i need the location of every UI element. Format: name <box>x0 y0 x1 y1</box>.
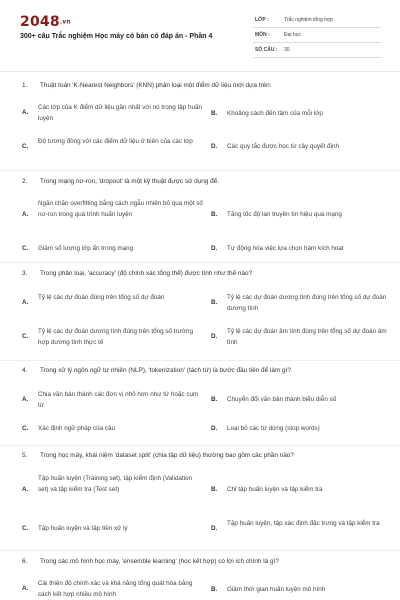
question-text: Trong các mô hình học máy, 'ensemble learning' (học kết hợp) có lợi ích chính là gì? <box>40 558 279 565</box>
option-letter: A. <box>22 486 29 493</box>
option-letter: B. <box>211 586 218 593</box>
option-letter: D. <box>211 425 218 432</box>
question-divider <box>0 170 400 171</box>
meta-key: MÔN : <box>255 32 270 38</box>
question-number: 4. <box>22 367 28 374</box>
option-letter: B. <box>211 486 218 493</box>
question-stem <box>22 270 382 277</box>
question-number: 1. <box>22 82 28 89</box>
option-letter: C. <box>22 245 29 252</box>
question-number: 3. <box>22 270 28 277</box>
option-text: Tập huấn luyện, tập xác định đặc trưng và tập kiểm tra <box>227 520 380 527</box>
meta-row-class <box>253 13 381 28</box>
option-d[interactable] <box>211 518 391 540</box>
question-stem <box>22 367 382 374</box>
meta-table <box>253 13 381 58</box>
option-letter: C. <box>22 525 29 532</box>
question-divider <box>0 262 400 263</box>
option-letter: A. <box>22 109 29 116</box>
option-letter: A. <box>22 299 29 306</box>
header-divider <box>0 71 400 72</box>
question-stem <box>22 452 382 459</box>
option-c[interactable] <box>22 326 212 348</box>
option-text: Tự động hóa việc lựa chọn hàm kích hoạt <box>227 245 344 252</box>
option-text: Tỷ lệ các dự đoán đúng trên tổng số dự đoán <box>38 294 165 301</box>
page-header <box>0 0 400 78</box>
option-letter: C. <box>22 143 29 150</box>
option-letter: D. <box>211 333 218 340</box>
meta-value: Trắc nghiệm tổng hợp <box>284 17 333 23</box>
question-stem <box>22 82 382 89</box>
option-text: Các quy tắc được học từ cây quyết định <box>227 143 339 150</box>
option-text: Độ tương đồng với các điểm dữ liệu ở biên của các lớp <box>38 138 193 145</box>
logo-text: 2048 <box>20 14 60 30</box>
option-letter: D. <box>211 143 218 150</box>
option-letter: B. <box>211 396 218 403</box>
option-letter: A. <box>22 585 29 592</box>
option-text: Tỷ lệ các dự đoán dương tính đúng trên tổng số trường hợp dương tính thực tế <box>38 328 193 346</box>
option-text: Ngăn chặn overfitting bằng cách ngẫu nhiên bỏ qua một số nơ-ron trong quá trình huấn luyện <box>38 200 203 218</box>
option-text: Chỉ tập huấn luyện và tập kiểm tra <box>227 486 323 493</box>
option-letter: C. <box>22 425 29 432</box>
option-text: Giảm thời gian huấn luyện mô hình <box>227 586 326 593</box>
option-letter: D. <box>211 525 218 532</box>
page-title: 300+ câu Trắc nghiệm Học máy có bản có đáp án - Phần 4 <box>20 33 213 40</box>
question-number: 6. <box>22 558 28 565</box>
question-divider <box>0 550 400 551</box>
option-letter: B. <box>211 299 218 306</box>
option-text: Cải thiện độ chính xác và khả năng tổng quát hóa bằng cách kết hợp nhiều mô hình <box>38 580 193 598</box>
question-text: Thuật toán 'K-Nearest Neighbors' (KNN) phân loại một điểm dữ liệu mới dựa trên: <box>40 82 272 89</box>
option-text: Các lớp của K điểm dữ liệu gần nhất với nó trong tập huấn luyện <box>38 104 203 122</box>
option-letter: B. <box>211 110 218 117</box>
option-text: Chuyển đổi văn bản thành biểu diễn số <box>227 396 337 403</box>
option-text: Tăng tốc độ lan truyền tín hiệu qua mạng <box>227 211 342 218</box>
option-letter: B. <box>211 211 218 218</box>
option-text: Tập huấn luyện (Training set), tập kiểm định (Validation set) và tập kiểm tra (Test set) <box>38 475 193 493</box>
meta-value: 30 <box>284 47 290 53</box>
meta-key: LỚP : <box>255 17 269 23</box>
option-b[interactable] <box>211 292 391 314</box>
option-text: Tỷ lệ các dự đoán dương tính đúng trên tổng số dự đoán dương tính <box>227 294 387 312</box>
question-divider <box>0 445 400 446</box>
option-d[interactable] <box>211 326 391 348</box>
option-text: Chia văn bản thành các đơn vị nhỏ hơn như từ hoặc cụm từ <box>38 391 199 409</box>
option-letter: A. <box>22 396 29 403</box>
question-text: Trong phân loại, 'accuracy' (độ chính xác tổng thể) được tính như thế nào? <box>40 270 253 277</box>
question-text: Trong xử lý ngôn ngữ tự nhiên (NLP), 'tokenization' (tách từ) là bước đầu tiên để làm gì? <box>40 367 291 374</box>
option-text: Tỷ lệ các dự đoán âm tính đúng trên tổng số dự đoán âm tính <box>227 328 387 346</box>
question-text: Trong học máy, khái niệm 'dataset split' (chia tập dữ liệu) thường bao gồm các phần nào? <box>40 452 294 459</box>
question-stem <box>22 178 382 185</box>
meta-value: Đại học <box>284 32 301 38</box>
option-letter: A. <box>22 211 29 218</box>
option-a[interactable] <box>22 473 212 506</box>
meta-row-subject <box>253 28 381 43</box>
question-number: 5. <box>22 452 28 459</box>
question-text: Trong mạng nơ-ron, 'dropout' là một kỹ thuật được sử dụng để: <box>40 178 219 185</box>
option-c[interactable] <box>22 136 212 158</box>
option-text: Khoảng cách đến tâm của mỗi lớp <box>227 110 323 117</box>
option-a[interactable] <box>22 292 212 314</box>
logo-suffix: .vn <box>59 18 71 26</box>
option-text: Tập huấn luyện và tập tiền xử lý <box>38 525 128 532</box>
question-stem <box>22 558 382 565</box>
question-divider <box>0 360 400 361</box>
option-a[interactable] <box>22 102 212 124</box>
option-text: Xác định ngữ pháp của câu <box>38 425 116 432</box>
option-a[interactable] <box>22 198 212 231</box>
option-a[interactable] <box>22 578 212 600</box>
option-letter: C. <box>22 333 29 340</box>
site-logo[interactable] <box>20 14 71 30</box>
meta-key: SỐ CÂU : <box>255 47 278 53</box>
question-number: 2. <box>22 178 28 185</box>
option-text: Giảm số lượng lớp ẩn trong mạng <box>38 245 134 252</box>
option-a[interactable] <box>22 389 212 411</box>
option-letter: D. <box>211 245 218 252</box>
option-text: Loại bỏ các từ dừng (stop words) <box>227 425 320 432</box>
meta-row-count <box>253 43 381 58</box>
